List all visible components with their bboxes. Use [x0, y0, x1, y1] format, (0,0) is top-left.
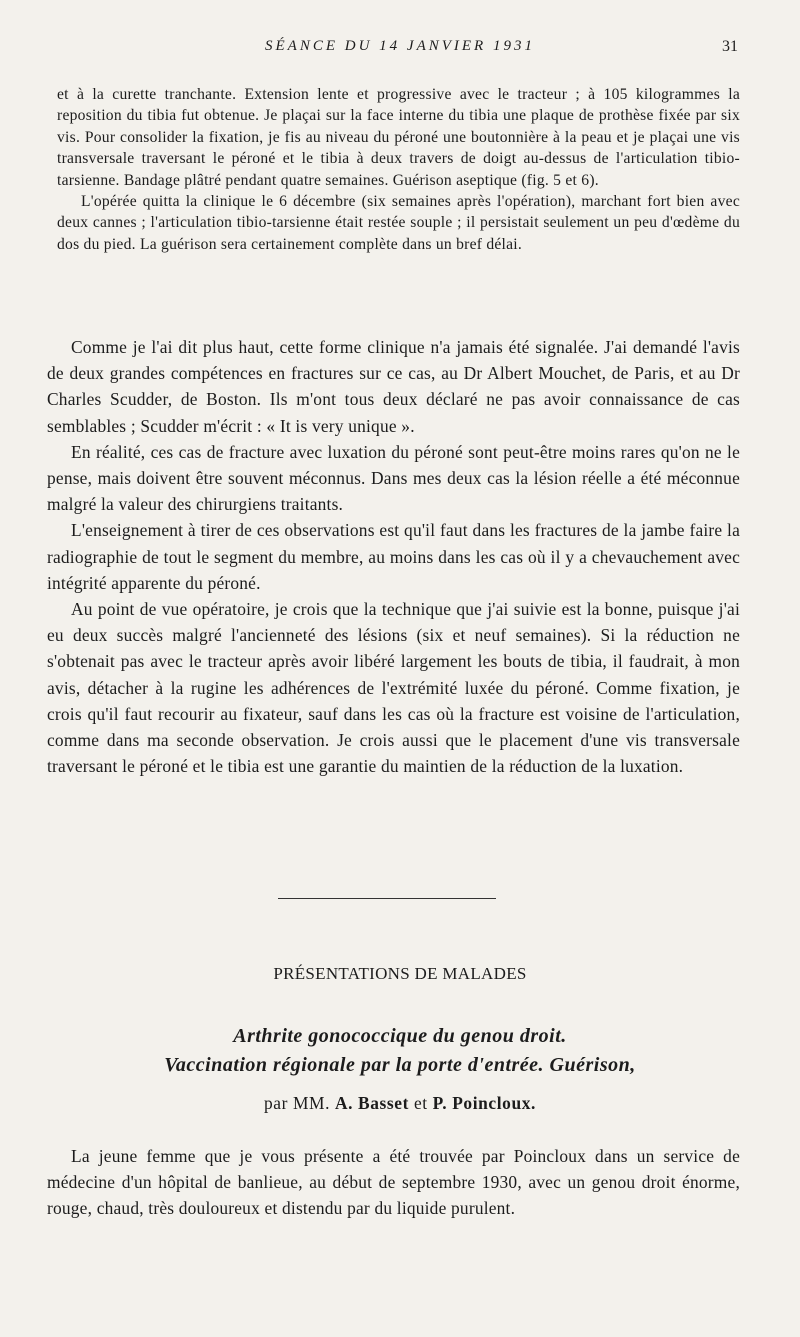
article-body [47, 1143, 740, 1222]
article-title-line: Arthrite gonococcique du genou droit. [233, 1025, 567, 1047]
section-title: PRÉSENTATIONS DE MALADES [273, 964, 527, 983]
page-number: 31 [722, 38, 738, 55]
authors-conjunction: et [413, 1093, 428, 1113]
paragraph: L'enseignement à tirer de ces observations est qu'il faut dans les fractures de la jambe faire la radiographie de tout le segment du membre, au moins dans les cas où il y a chevauchement avec intégrité apparente du péroné. [47, 520, 740, 593]
paragraph: La jeune femme que je vous présente a été trouvée par Poincloux dans un service de médecine d'un hôpital de banlieue, au début de septembre 1930, avec un genou droit énorme, rouge, chaud, très douloureux et distendu par du liquide purulent. [47, 1146, 740, 1219]
section-divider [278, 898, 496, 899]
paragraph: Comme je l'ai dit plus haut, cette forme clinique n'a jamais été signalée. J'ai demandé l'avis de deux grandes compétences en fractures sur ce cas, au Dr Albert Mouchet, de Paris, et au Dr Charles Scudder, de Boston. Ils m'ont tous deux déclaré ne pas avoir connaissance de cas semblables ; Scudder m'écrit : « It is very unique ». [47, 337, 740, 436]
paragraph: L'opérée quitta la clinique le 6 décembre (six semaines après l'opération), marchant fort bien avec deux cannes ; l'articulation tibio-tarsienne était restée souple ; il persistait seulement un peu d'œdème du dos du pied. La guérison sera certainement complète dans un bref délai. [57, 193, 740, 253]
authors-prefix: par MM. [264, 1093, 331, 1113]
discussion-text [47, 334, 740, 779]
article-authors [0, 1093, 800, 1114]
paragraph: En réalité, ces cas de fracture avec luxation du péroné sont peut-être moins rares qu'on ne le pense, mais doivent être souvent méconnus. Dans mes deux cas la lésion réelle a été méconnue malgré la valeur des chirurgiens traitants. [47, 441, 740, 515]
article-title [40, 1022, 760, 1080]
observation-text [57, 84, 740, 255]
author-name: P. Poincloux. [432, 1093, 536, 1113]
article-title-line: Vaccination régionale par la porte d'entrée. Guérison, [164, 1054, 636, 1076]
page-header [0, 38, 800, 62]
running-head: SÉANCE DU 14 JANVIER 1931 [265, 38, 535, 54]
paragraph: et à la curette tranchante. Extension lente et progressive avec le tracteur ; à 105 kilogrammes la reposition du tibia fut obtenue. Je plaçai sur la face interne du tibia une plaque de prothèse fixée par six vis. Pour consolider la fixation, je fis au niveau du péroné une boutonnière à la peau et je plaçai une vis transversale traversant le péroné et le tibia à deux travers de doigt au-dessus de l'articulation tibio-tarsienne. Bandage plâtré pendant quatre semaines. Guérison aseptique (fig. 5 et 6). [57, 86, 740, 189]
paragraph: Au point de vue opératoire, je crois que la technique que j'ai suivie est la bonne, puisque j'ai eu deux succès malgré l'ancienneté des lésions (six et neuf semaines). Si la réduction ne s'obtenait pas avec le tracteur après avoir libéré largement les bouts de tibia, il faudrait, à mon avis, détacher à la rugine les adhérences de l'extrémité luxée du péroné. Comme fixation, je crois qu'il faut recourir au fixateur, sauf dans les cas où la fracture est voisine de l'articulation, comme dans ma seconde observation. Je crois aussi que le placement d'une vis transversale traversant le péroné et le tibia est une garantie du maintien de la réduction de la luxation. [47, 599, 740, 777]
author-name: A. Basset [335, 1093, 409, 1113]
